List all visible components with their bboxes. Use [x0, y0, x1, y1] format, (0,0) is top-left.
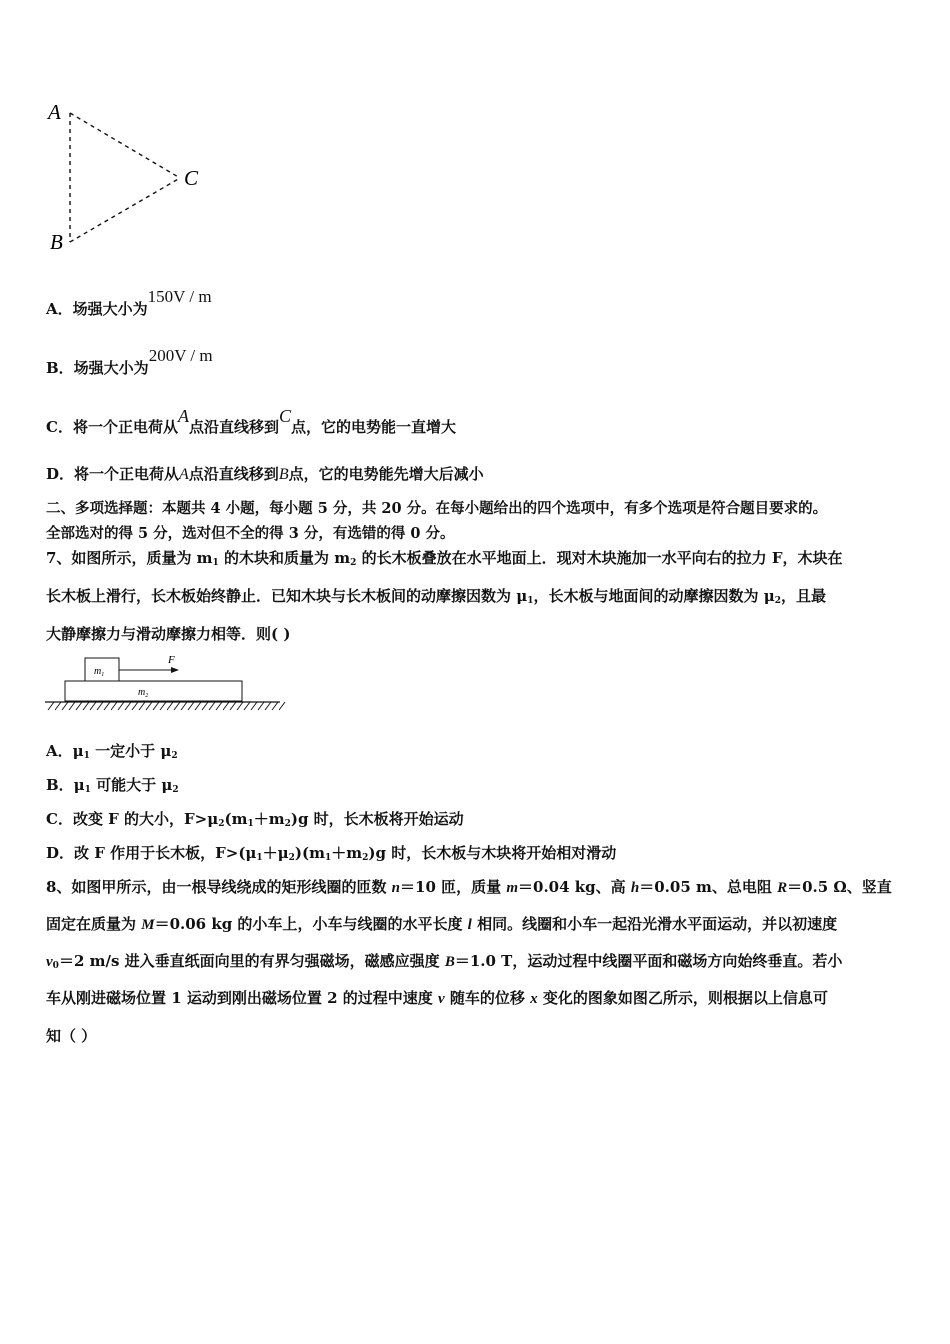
- hatch-line: [160, 702, 166, 710]
- hatch-line: [104, 702, 110, 710]
- q7-stem-line-2: 长木板上滑行，长木板始终静止．已知木块与长木板间的动摩擦因数为 $\mu_1$，长木板与地面间的动摩擦因数为 $\mu_2$，且最: [46, 587, 826, 606]
- hatch-line: [202, 702, 208, 710]
- q6-option-d: D．将一个正电荷从A点沿直线移到B点，它的电势能先增大后减小: [46, 465, 484, 483]
- hatch-line: [97, 702, 103, 710]
- hatch-line: [48, 702, 54, 710]
- field-strength-value: 150V / m: [147, 287, 212, 306]
- field-strength-value: 200V / m: [148, 346, 213, 365]
- triangle-figure: [40, 95, 220, 255]
- block-mass-label: $m_1$: [94, 666, 105, 678]
- hatch-line: [223, 702, 229, 710]
- hatch-line: [118, 702, 124, 710]
- q7-option-a: A．$\mu_1$ 一定小于 $\mu_2$: [46, 742, 178, 761]
- q7-stem-line-1: 7、如图所示，质量为 $m_1$ 的木块和质量为 $m_2$ 的长木板叠放在水平地面上．现对木块施加一水平向右的拉力 F，木块在: [46, 549, 843, 568]
- q7-option-c: C．改变 F 的大小，$F>\mu_2(m_1+m_2)g$ 时，长木板将开始运动: [46, 810, 464, 829]
- hatch-line: [139, 702, 145, 710]
- q6-option-b: B．场强大小为200V / m: [46, 346, 213, 377]
- force-arrow-head: [171, 667, 179, 673]
- q6-option-c: C．将一个正电荷从A点沿直线移到C点，它的电势能一直增大: [46, 406, 456, 436]
- q6-option-a: A．场强大小为150V / m: [46, 287, 212, 318]
- hatch-line: [265, 702, 271, 710]
- q8-stem-line-5: 知（ ）: [46, 1027, 97, 1045]
- q8-stem-line-2: 固定在质量为 M＝0.06 kg 的小车上，小车与线圈的水平长度 l 相同。线圈和小车一起沿光滑水平面运动，并以初速度: [46, 915, 838, 933]
- q7-option-b: B．$\mu_1$ 可能大于 $\mu_2$: [46, 776, 179, 795]
- section-2-instructions-line-2: 全部选对的得 5 分，选对但不全的得 3 分，有选错的得 0 分。: [46, 525, 455, 542]
- triangle-side-ac: [70, 113, 180, 178]
- hatch-line: [111, 702, 117, 710]
- hatch-line: [62, 702, 68, 710]
- hatch-line: [174, 702, 180, 710]
- hatch-line: [272, 702, 278, 710]
- q8-stem-line-3: $v_0=2$ m/s 进入垂直纸面向里的有界匀强磁场，磁感应强度 B＝1.0 T，运动过程中线圈平面和磁场方向始终垂直。若小: [46, 952, 843, 971]
- force-label: F: [168, 654, 175, 666]
- hatch-line: [181, 702, 187, 710]
- hatch-line: [209, 702, 215, 710]
- block-on-board-figure: [40, 650, 290, 715]
- hatch-line: [76, 702, 82, 710]
- hatch-line: [55, 702, 61, 710]
- hatch-line: [132, 702, 138, 710]
- ground-hatching: [48, 702, 285, 710]
- hatch-line: [69, 702, 75, 710]
- hatch-line: [90, 702, 96, 710]
- hatch-line: [125, 702, 131, 710]
- hatch-line: [279, 702, 285, 710]
- q7-stem-line-3: 大静摩擦力与滑动摩擦力相等．则( ): [46, 625, 291, 643]
- triangle-side-bc: [70, 178, 180, 242]
- board-mass-label: $m_2$: [138, 687, 149, 699]
- hatch-line: [216, 702, 222, 710]
- hatch-line: [146, 702, 152, 710]
- section-2-instructions-line-1: 二、多项选择题：本题共 4 小题，每小题 5 分，共 20 分。在每小题给出的四个选项中，有多个选项是符合题目要求的。: [46, 500, 828, 517]
- hatch-line: [244, 702, 250, 710]
- long-board: [65, 681, 242, 701]
- q8-stem-line-4: 车从刚进磁场位置 1 运动到刚出磁场位置 2 的过程中速度 v 随车的位移 x 变化的图象如图乙所示，则根据以上信息可: [46, 989, 828, 1007]
- hatch-line: [258, 702, 264, 710]
- q7-option-d: D．改 F 作用于长木板，$F>(\mu_1+\mu_2)(m_1+m_2)g$ 时，长木板与木块将开始相对滑动: [46, 844, 617, 863]
- hatch-line: [188, 702, 194, 710]
- vertex-label-a: A: [48, 100, 61, 124]
- hatch-line: [237, 702, 243, 710]
- hatch-line: [230, 702, 236, 710]
- hatch-line: [195, 702, 201, 710]
- hatch-line: [153, 702, 159, 710]
- hatch-line: [251, 702, 257, 710]
- hatch-line: [167, 702, 173, 710]
- vertex-label-b: B: [50, 230, 63, 254]
- vertex-label-c: C: [184, 166, 199, 190]
- q8-stem-line-1: 8、如图甲所示，由一根导线绕成的矩形线圈的匝数 n＝10 匝，质量 m＝0.04 kg、高 h＝0.05 m、总电阻 R＝0.5 Ω、竖直: [46, 878, 892, 896]
- hatch-line: [83, 702, 89, 710]
